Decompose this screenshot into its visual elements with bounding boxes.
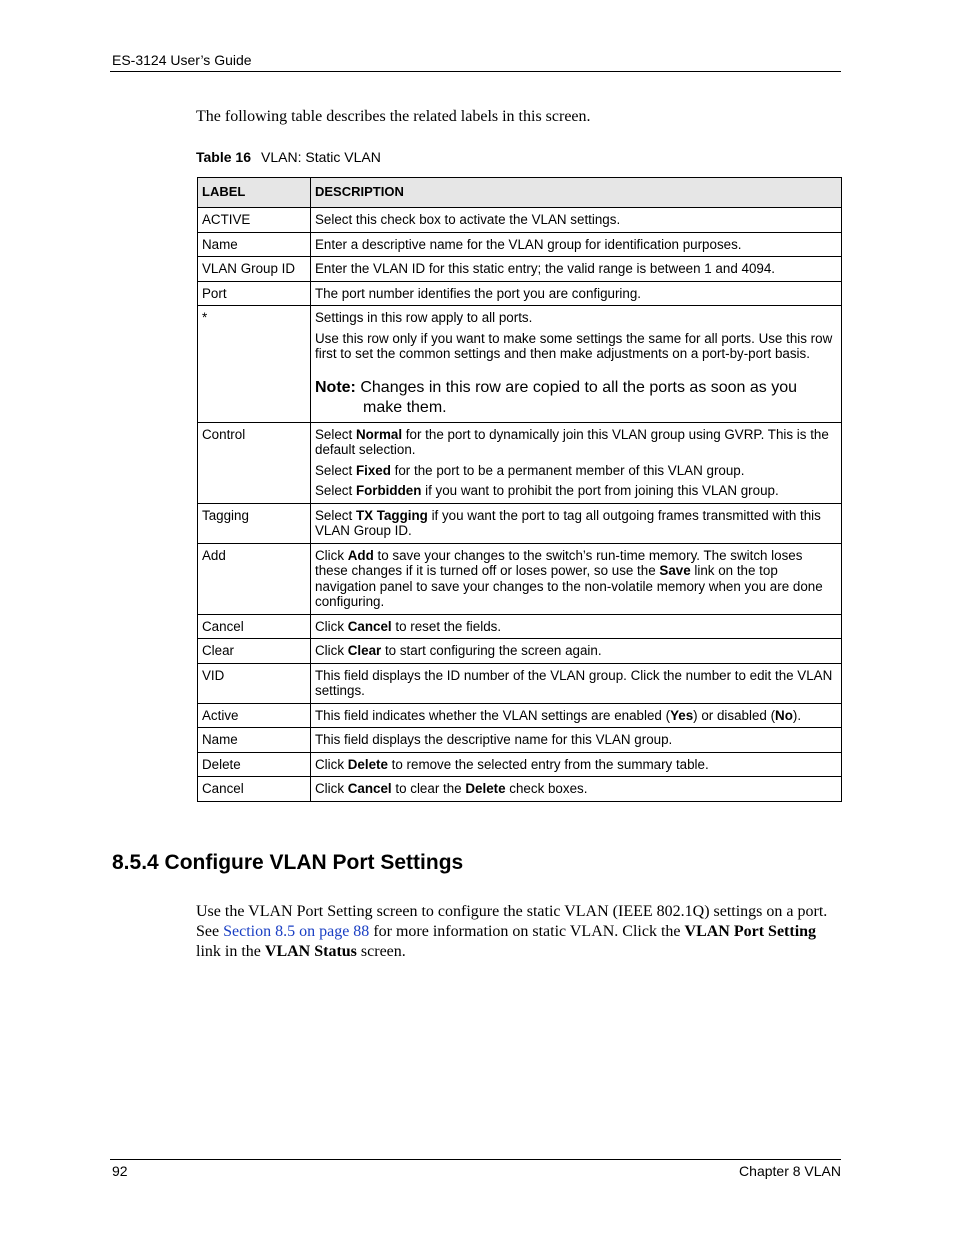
note-label: Note: — [315, 378, 356, 396]
row-label: Clear — [198, 639, 311, 664]
table-row — [198, 703, 842, 728]
row-label: * — [198, 306, 311, 423]
note — [315, 378, 837, 418]
note-text: Changes in this row are copied to all the ports as soon as you make them. — [360, 378, 798, 416]
row-description-line: Use this row only if you want to make some settings the same for all ports. Use this row first to set the common settings and then make adjustments on a port-by-port basis. — [315, 330, 833, 361]
table-row — [198, 777, 842, 802]
table-row — [198, 752, 842, 777]
section-paragraph: Use the VLAN Port Setting screen to configure the static VLAN (IEEE 802.1Q) settings on a port. See Section 8.5 on page 88 for more information on static VLAN. Click the VLAN Port Setting link in the VLAN Status screen. — [196, 903, 828, 960]
row-label: Control — [198, 422, 311, 503]
section-heading: 8.5.4 Configure VLAN Port Settings — [112, 851, 464, 874]
row-label: ACTIVE — [198, 208, 311, 233]
table-row — [198, 306, 842, 423]
header-description: DESCRIPTION — [311, 178, 842, 208]
row-label: VLAN Group ID — [198, 257, 311, 282]
table-row — [198, 639, 842, 664]
row-description — [311, 306, 842, 423]
section-link[interactable]: Section 8.5 on page 88 — [223, 923, 370, 940]
row-label: VID — [198, 663, 311, 703]
running-header: ES-3124 User’s Guide — [112, 52, 252, 68]
table-row — [198, 728, 842, 753]
page-number: 92 — [112, 1163, 128, 1179]
row-label: Cancel — [198, 614, 311, 639]
table-row — [198, 281, 842, 306]
row-description: Click Add to save your changes to the switch’s run-time memory. The switch loses these changes if it is turned off or loses power, so use the Save link on the top navigation panel to save your changes to the non-volatile memory when you are done configuring. — [311, 543, 842, 614]
table-row — [198, 503, 842, 543]
row-label: Cancel — [198, 777, 311, 802]
row-description-line: Settings in this row apply to all ports. — [315, 310, 533, 325]
row-description-line: Select Normal for the port to dynamically join this VLAN group using GVRP. This is the default selection. — [315, 426, 829, 457]
intro-text: The following table describes the related labels in this screen. — [196, 108, 591, 125]
table-row — [198, 208, 842, 233]
row-label: Delete — [198, 752, 311, 777]
table-header-row — [198, 178, 842, 208]
row-description: This field displays the descriptive name for this VLAN group. — [311, 728, 842, 753]
row-description — [311, 422, 842, 503]
row-label: Name — [198, 232, 311, 257]
row-label: Add — [198, 543, 311, 614]
row-label: Port — [198, 281, 311, 306]
row-description-line: Select Forbidden if you want to prohibit the port from joining this VLAN group. — [315, 483, 779, 498]
row-description: Click Cancel to reset the fields. — [311, 614, 842, 639]
row-label: Active — [198, 703, 311, 728]
table-caption — [196, 149, 381, 165]
row-description: Click Clear to start configuring the screen again. — [311, 639, 842, 664]
table-row — [198, 422, 842, 503]
row-description: Select this check box to activate the VLAN settings. — [311, 208, 842, 233]
table-caption-number: Table 16 — [196, 149, 251, 165]
chapter-title: Chapter 8 VLAN — [739, 1163, 841, 1179]
header-rule — [110, 71, 841, 72]
row-description: Select TX Tagging if you want the port to tag all outgoing frames transmitted with this VLAN Group ID. — [311, 503, 842, 543]
row-description-line: Select Fixed for the port to be a permanent member of this VLAN group. — [315, 462, 745, 478]
table-row — [198, 257, 842, 282]
row-label: Name — [198, 728, 311, 753]
row-description: Enter the VLAN ID for this static entry; the valid range is between 1 and 4094. — [311, 257, 842, 282]
table-row — [198, 543, 842, 614]
row-description: The port number identifies the port you are configuring. — [311, 281, 842, 306]
row-description: Enter a descriptive name for the VLAN group for identification purposes. — [311, 232, 842, 257]
row-description: This field indicates whether the VLAN settings are enabled (Yes) or disabled (No). — [311, 703, 842, 728]
row-description: Click Delete to remove the selected entry from the summary table. — [311, 752, 842, 777]
footer-rule — [110, 1159, 841, 1160]
row-description: Click Cancel to clear the Delete check boxes. — [311, 777, 842, 802]
table-row — [198, 614, 842, 639]
row-label: Tagging — [198, 503, 311, 543]
header-label: LABEL — [198, 178, 311, 208]
table-row — [198, 232, 842, 257]
row-description: This field displays the ID number of the VLAN group. Click the number to edit the VLAN settings. — [311, 663, 842, 703]
table-row — [198, 663, 842, 703]
label-description-table — [197, 177, 842, 802]
table-caption-title: VLAN: Static VLAN — [261, 149, 381, 165]
